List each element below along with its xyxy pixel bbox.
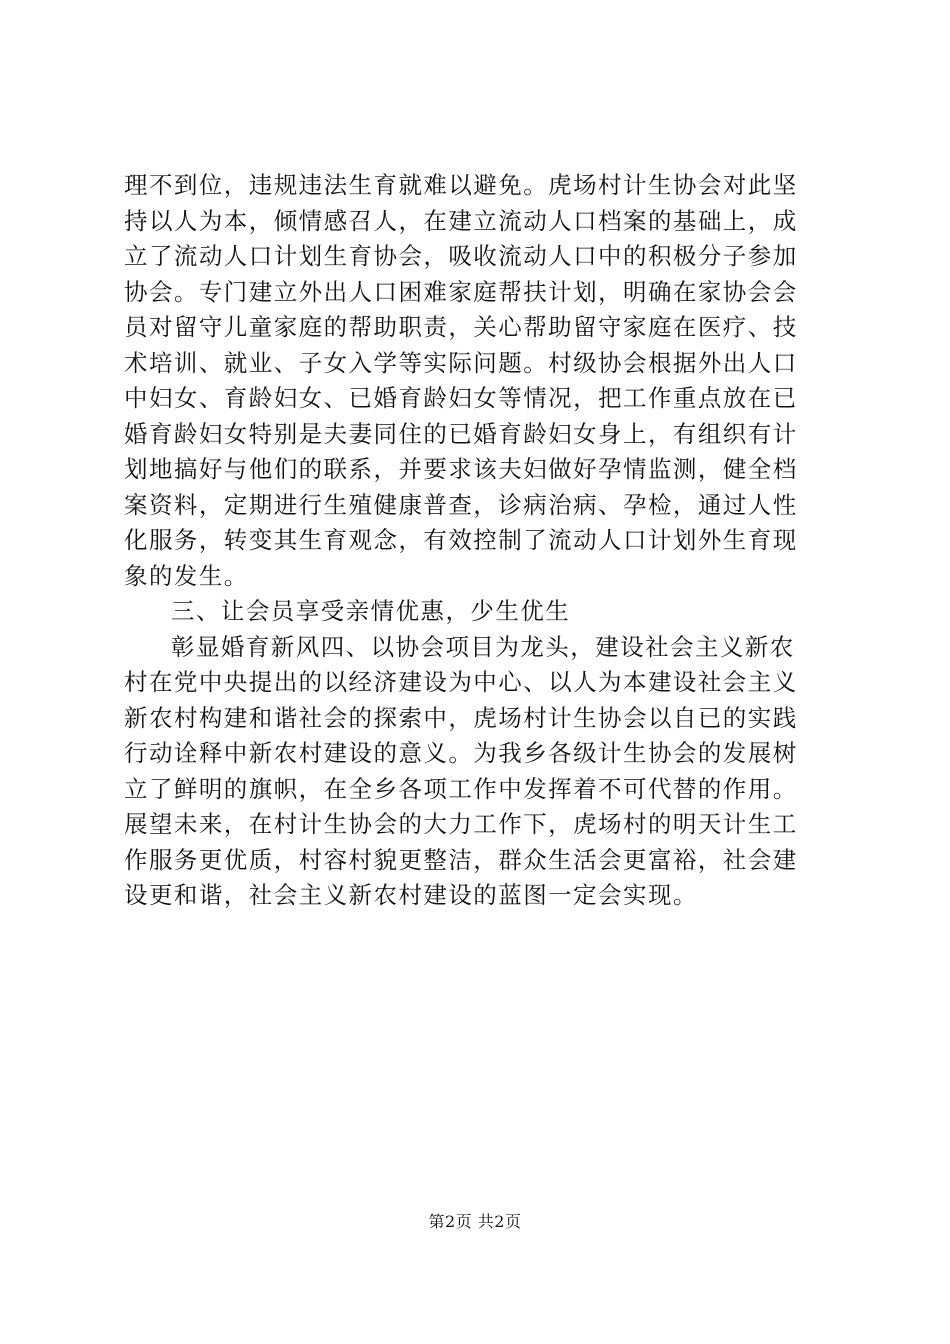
page-footer	[0, 1212, 950, 1232]
text-line: 持以人为本，倾情感召人，在建立流动人口档案的基础上，成	[124, 206, 798, 235]
text-line: 彰显婚育新风四、以协会项目为龙头，建设社会主义新农	[171, 632, 795, 661]
text-line: 婚育龄妇女特别是夫妻同住的已婚育龄妇女身上，有组织有计	[124, 419, 798, 448]
text-line: 村在党中央提出的以经济建设为中心、以人为本建设社会主义	[124, 668, 798, 696]
text-line: 作服务更优质，村容村貌更整洁，群众生活会更富裕，社会建	[124, 845, 798, 874]
text-line: 术培训、就业、子女入学等实际问题。村级协会根据外出人口	[124, 348, 798, 377]
text-line: 立了流动人口计划生育协会，吸收流动人口中的积极分子参加	[124, 242, 798, 270]
text-line: 划地搞好与他们的联系，并要求该夫妇做好孕情监测，健全档	[124, 455, 798, 483]
text-line: 中妇女、育龄妇女、已婚育龄妇女等情况，把工作重点放在已	[124, 384, 798, 412]
text-line: 案资料，定期进行生殖健康普查，诊病治病、孕检，通过人性	[124, 490, 798, 519]
section-heading: 三、让会员享受亲情优惠，少生优生	[171, 597, 571, 625]
text-line: 新农村构建和谐社会的探索中，虎场村计生协会以自已的实践	[124, 703, 798, 732]
page-number: 第2页 共2页	[428, 1212, 522, 1231]
text-line: 理不到位，违规违法生育就难以避免。虎场村计生协会对此坚	[124, 171, 798, 199]
text-line: 象的发生。	[124, 561, 249, 590]
text-line: 员对留守儿童家庭的帮助职责，关心帮助留守家庭在医疗、技	[124, 313, 798, 341]
text-line: 协会。专门建立外出人口困难家庭帮扶计划，明确在家协会会	[124, 277, 798, 306]
text-line: 展望未来，在村计生协会的大力工作下，虎场村的明天计生工	[124, 810, 798, 838]
text-line: 化服务，转变其生育观念，有效控制了流动人口计划外生育现	[124, 526, 798, 554]
text-line: 立了鲜明的旗帜，在全乡各项工作中发挥着不可代替的作用。	[124, 774, 798, 803]
document-body	[124, 168, 839, 914]
text-line: 设更和谐，社会主义新农村建设的蓝图一定会实现。	[124, 881, 698, 909]
text-line: 行动诠释中新农村建设的意义。为我乡各级计生协会的发展树	[124, 739, 798, 767]
